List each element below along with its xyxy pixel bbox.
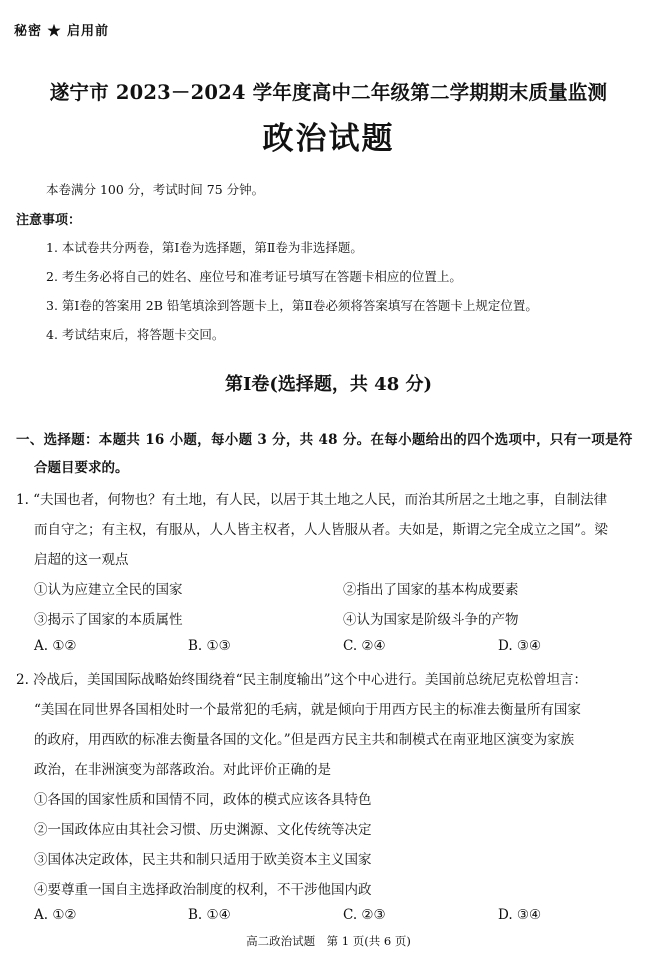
q2-statement: ③国体决定政体，民主共和制只适用于欧美资本主义国家 [34, 852, 372, 868]
notice-item: 2. 考生务必将自己的姓名、座位号和准考证号填写在答题卡相应的位置上。 [46, 269, 462, 284]
subject-title: 政治试题 [262, 121, 395, 157]
q1-option-a: A. ①② [34, 638, 77, 654]
page-footer: 高二政治试题 第 1 页(共 6 页) [246, 934, 411, 948]
q1-option-b: B. ①③ [188, 638, 231, 654]
q2-stem-line: “美国在同世界各国相处时一个最常犯的毛病，就是倾向于用西方民主的标准去衡量所有国家 [34, 702, 581, 718]
q1-option-d: D. ③④ [498, 638, 542, 654]
q1-statement: ③揭示了国家的本质属性 [34, 612, 183, 628]
exam-title: 遂宁市 2023－2024 学年度高中二年级第二学期期末质量监测 [49, 81, 608, 104]
q1-stem-line: 1. “夫国也者，何物也？有土地，有人民，以居于其土地之人民，而治其所居之土地之事，自制法律 [16, 492, 608, 508]
section-instructions: 一、选择题：本题共 16 小题，每小题 3 分，共 48 分。在每小题给出的四个选项中，只有一项是符 [16, 432, 633, 448]
q2-stem-line: 2. 冷战后，美国国际战略始终围绕着“民主制度输出”这个中心进行。美国前总统尼克松曾坦言： [16, 672, 587, 688]
q1-option-c: C. ②④ [343, 638, 386, 654]
q2-option-c: C. ②③ [343, 907, 386, 923]
notice-item: 3. 第Ⅰ卷的答案用 2B 铅笔填涂到答题卡上，第Ⅱ卷必须将答案填写在答题卡上规定位置。 [46, 298, 538, 313]
q1-stem-line: 启超的这一观点 [34, 552, 129, 568]
section-instructions-cont: 合题目要求的。 [34, 460, 129, 476]
q2-statement: ②一国政体应由其社会习惯、历史渊源、文化传统等决定 [34, 822, 372, 838]
confidential-label: 秘密 ★ 启用前 [14, 24, 110, 39]
q2-option-b: B. ①④ [188, 907, 231, 923]
q2-option-d: D. ③④ [498, 907, 542, 923]
q2-option-a: A. ①② [34, 907, 77, 923]
notice-heading: 注意事项： [16, 213, 82, 228]
notice-item: 4. 考试结束后，将答题卡交回。 [46, 327, 225, 342]
q1-statement: ②指出了国家的基本构成要素 [343, 582, 519, 598]
notice-item: 1. 本试卷共分两卷，第Ⅰ卷为选择题，第Ⅱ卷为非选择题。 [46, 240, 363, 255]
q2-stem-line: 的政府，用西欧的标准去衡量各国的文化。”但是西方民主共和制模式在南亚地区演变为家族 [34, 732, 575, 748]
q2-statement: ①各国的国家性质和国情不同，政体的模式应该各具特色 [34, 792, 372, 808]
exam-intro: 本卷满分 100 分，考试时间 75 分钟。 [46, 182, 265, 197]
volume-title: 第Ⅰ卷(选择题，共 48 分) [224, 374, 433, 395]
q1-statement: ④认为国家是阶级斗争的产物 [343, 612, 519, 628]
q1-statement: ①认为应建立全民的国家 [34, 582, 183, 598]
q1-stem-line: 而自守之；有主权，有服从，人人皆主权者，人人皆服从者。夫如是，斯谓之完全成立之国”。梁 [34, 522, 608, 538]
q2-stem-line: 政治，在非洲演变为部落政治。对此评价正确的是 [34, 762, 331, 778]
q2-statement: ④要尊重一国自主选择政治制度的权利，不干涉他国内政 [34, 882, 372, 898]
